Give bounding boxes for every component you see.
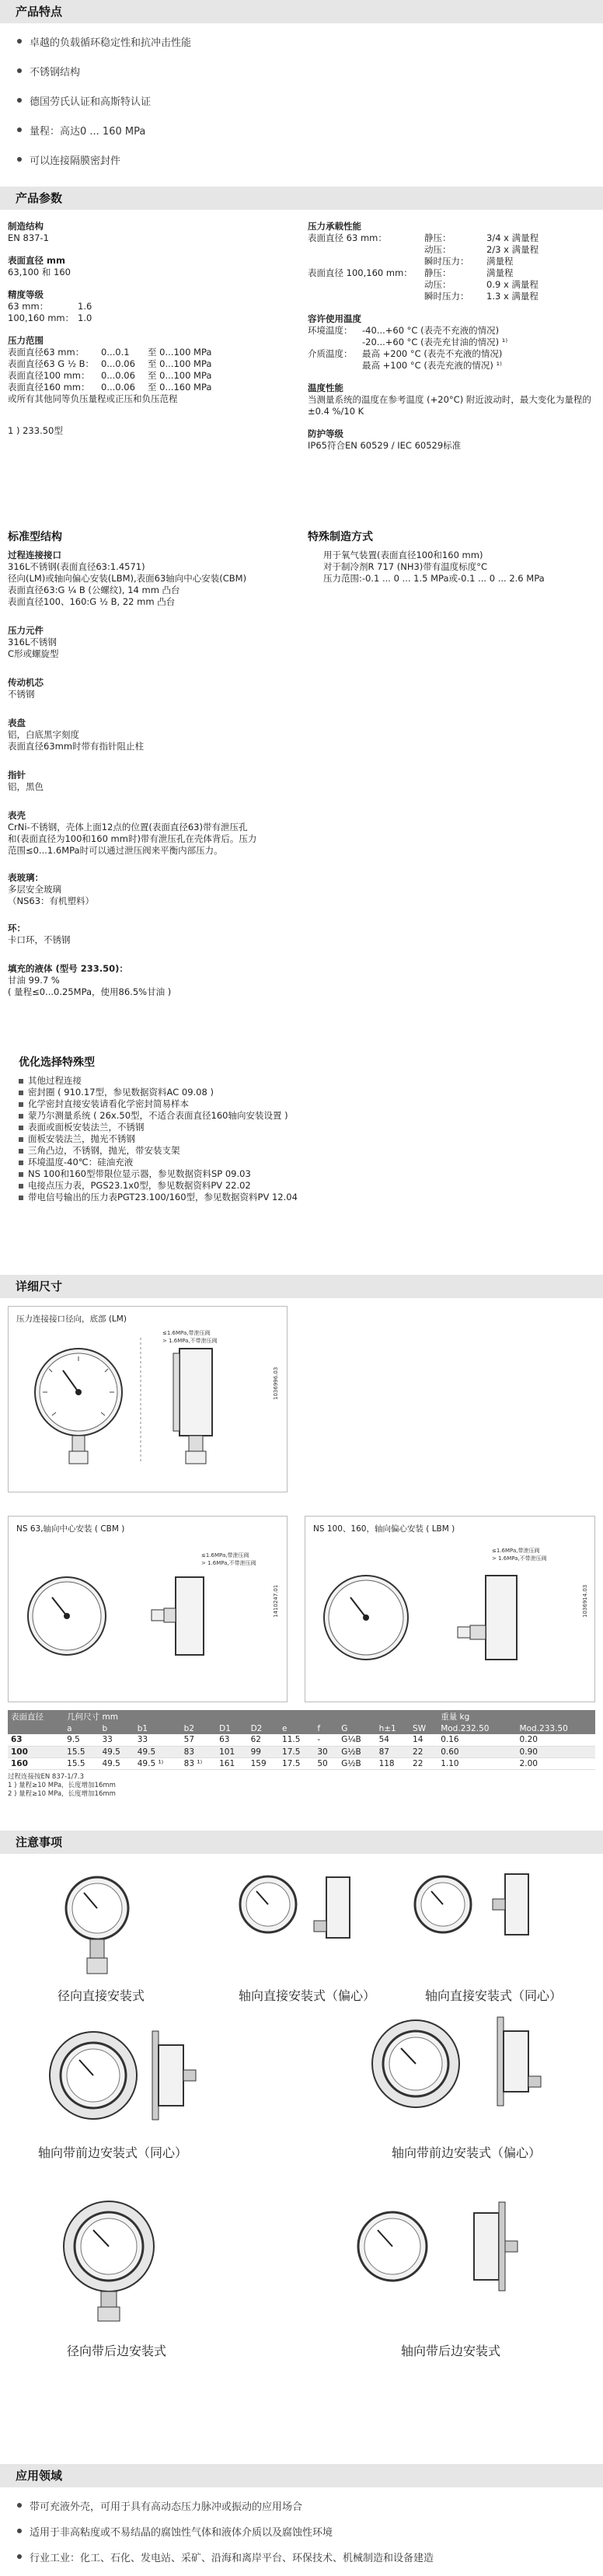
table-cell: 14	[410, 1734, 437, 1746]
note-a: ≤1.6MPa,带泄压阀	[492, 1548, 540, 1554]
features-section	[0, 0, 603, 187]
table-row	[8, 1746, 595, 1757]
table-header: D2	[248, 1723, 279, 1734]
temp-key	[308, 337, 362, 348]
table-cell: 15.5	[64, 1746, 99, 1757]
list-item: 蒙乃尔测量系统 ( 26x.50型，不适合表面直径160轴向安装设置 )	[19, 1110, 595, 1122]
table-header: b1	[134, 1723, 181, 1734]
axial-front-flange-eccentric-illustration	[372, 2017, 541, 2107]
block-line: （NS63：有机塑料）	[8, 895, 95, 906]
table-note: 1 ) 量程≥10 MPa，长度增加16mm	[8, 1781, 116, 1789]
range-from: 0...0.06	[101, 370, 135, 381]
block-line: 表面直径63:G ¼ B (公螺纹), 14 mm 凸台	[8, 585, 180, 595]
block-title: 环：	[8, 923, 26, 934]
block-line: 卡口环，不锈钢	[8, 934, 71, 945]
table-cell: G½B	[338, 1746, 375, 1757]
table-cell: 54	[376, 1734, 410, 1746]
temp-value: -20...+60 °C (表壳充甘油的情况) ¹⁾	[362, 337, 508, 347]
caption-axial-front-concentric: 轴向带前边安装式（同心）	[37, 2145, 187, 2160]
special-line: 对于制冷剂R 717 (NH3)带有温度标度°C	[323, 561, 488, 572]
table-row	[8, 1734, 595, 1746]
table-header: Mod.233.50	[517, 1723, 595, 1734]
load-key: 瞬时压力：	[424, 291, 469, 302]
special-line: 用于氧气装置(表面直径100和160 mm)	[323, 550, 483, 560]
list-item: 行业工业：化工、石化、发电站、采矿、沿海和离岸平台、环保技术、机械制造和设备建造	[17, 2550, 603, 2564]
params-title: 产品参数	[0, 187, 603, 210]
table-cell: G¼B	[338, 1734, 375, 1746]
load-100-label: 表面直径 100,160 mm：	[308, 267, 413, 278]
drawing-code: 1036996.03	[273, 1367, 279, 1400]
table-header: b2	[181, 1723, 216, 1734]
table-cell: 87	[376, 1746, 410, 1757]
caption-axial-rear: 轴向带后边安装式	[400, 2344, 500, 2358]
block-line: 多层安全玻璃	[8, 884, 61, 895]
mounting-illustrations	[0, 1862, 603, 2398]
caption-radial-direct: 径向直接安装式	[57, 1988, 145, 2003]
acc-key: 100,160 mm：	[8, 312, 75, 323]
structure-section	[0, 529, 603, 1009]
mounting-drawings	[0, 1862, 603, 2398]
list-item: 其他过程连接	[19, 1075, 595, 1087]
table-cell: 159	[248, 1757, 279, 1769]
table-header: 表面直径	[8, 1710, 64, 1723]
block-line: 表面直径63mm时带有指针阻止柱	[8, 741, 145, 752]
notes-title: 注意事项	[0, 1831, 603, 1854]
drawing-code: 1410247.01	[273, 1584, 279, 1618]
range-from: 0...0.06	[101, 382, 135, 393]
range-to: 至 0...100 MPa	[148, 358, 212, 369]
params-section	[0, 187, 603, 462]
block-line: 径向(LM)或轴向偏心安装(LBM),表面63轴向中心安装(CBM)	[8, 573, 247, 584]
figure-cbm	[8, 1516, 288, 1702]
table-header: h±1	[376, 1723, 410, 1734]
axial-rear-flange-illustration	[358, 2202, 518, 2291]
range-key: 表面直径63 mm：	[8, 347, 85, 358]
table-cell: 0.60	[437, 1746, 516, 1757]
temp-key	[308, 360, 362, 372]
range-to: 至 0...160 MPa	[148, 382, 212, 393]
range-key: 表面直径100 mm：	[8, 370, 90, 381]
list-item: 德国劳氏认证和高斯特认证	[17, 93, 603, 108]
range-key: 表面直径160 mm：	[8, 382, 90, 393]
special-line: 压力范围:-0.1 ... 0 ... 1.5 MPa或-0.1 ... 0 ... 2.6 MPa	[323, 573, 545, 584]
block-title: 过程连接接口	[8, 550, 61, 560]
table-cell: 9.5	[64, 1734, 99, 1746]
special-title: 特殊制造方式	[308, 531, 373, 543]
list-item: 密封圈 ( 910.17型，参见数据资料AC 09.08 )	[19, 1087, 595, 1098]
figure-caption: NS 100、160，轴向偏心安装 ( LBM )	[313, 1524, 455, 1534]
applications-title: 应用领域	[0, 2464, 603, 2487]
design-label: 制造结构	[8, 221, 44, 232]
block-title: 表盘	[8, 717, 26, 728]
list-item: 适用于非高粘度或不易结晶的腐蚀性气体和液体介质以及腐蚀性环境	[17, 2524, 603, 2539]
gauge-drawing-lm	[9, 1307, 287, 1492]
acc-value: 1.0	[78, 312, 92, 323]
load-key: 动压：	[424, 244, 451, 255]
table-cell: 33	[99, 1734, 134, 1746]
table-header: D1	[216, 1723, 247, 1734]
list-item: 环境温度-40℃：硅油充液	[19, 1157, 595, 1168]
range-from: 0...0.1	[101, 347, 130, 358]
load-value: 满量程	[486, 256, 514, 267]
design-value: EN 837-1	[8, 232, 49, 243]
axial-direct-concentric-illustration	[415, 1874, 528, 1935]
list-item: 三角凸边，不锈钢，抛光，带安装支架	[19, 1145, 595, 1157]
note-b: > 1.6MPa,不带泄压阀	[162, 1338, 218, 1344]
table-cell: G½B	[338, 1757, 375, 1769]
block-line: 表面直径100、160:G ½ B, 22 mm 凸台	[8, 596, 176, 607]
table-header: 几何尺寸 mm	[64, 1710, 437, 1723]
block-line: 和(表面直径为100和160 mm时)带有泄压孔在壳体背后。压力	[8, 833, 257, 844]
table-cell: 0.16	[437, 1734, 516, 1746]
load-key: 静压：	[424, 232, 451, 243]
drawing-code: 1036914.03	[582, 1584, 588, 1618]
range-key: 表面直径63 G ½ B：	[8, 358, 95, 369]
list-item: 带可充液外壳，可用于具有高动态压力脉冲或振动的应用场合	[17, 2498, 603, 2513]
dimension-table	[8, 1710, 595, 1770]
load-value: 2/3 x 满量程	[486, 244, 539, 255]
table-header: 重量 kg	[437, 1710, 595, 1723]
range-note: 或所有其他同等负压量程或正压和负压范程	[8, 393, 178, 404]
block-title: 压力元件	[8, 625, 44, 636]
note-a: ≤1.6MPa,带泄压阀	[201, 1552, 249, 1559]
acc-value: 1.6	[78, 301, 92, 312]
load-key: 瞬时压力：	[424, 256, 469, 267]
load-value: 0.9 x 满量程	[486, 279, 539, 290]
caption-axial-direct-eccentric: 轴向直接安装式（偏心）	[238, 1988, 375, 2003]
load-value: 3/4 x 满量程	[486, 232, 539, 243]
load-key: 静压：	[424, 267, 451, 278]
temp-value: -40...+60 °C (表壳不充液的情况)	[362, 325, 500, 336]
table-cell: 22	[410, 1746, 437, 1757]
block-title: 表玻璃：	[8, 872, 44, 883]
list-item: 卓越的负载循环稳定性和抗冲击性能	[17, 34, 603, 49]
load-value: 满量程	[486, 267, 514, 278]
range-label: 压力范围	[8, 335, 44, 346]
block-line: CrNi-不锈钢，壳体上面12点的位置(表面直径63)带有泄压孔	[8, 822, 248, 832]
size-value: 63,100 和 160	[8, 267, 71, 277]
table-cell: 0.20	[517, 1734, 595, 1746]
load-label: 压力承载性能	[308, 221, 361, 232]
table-cell: 57	[181, 1734, 216, 1746]
table-header: a	[64, 1723, 99, 1734]
table-cell: -	[314, 1734, 338, 1746]
temp-key: 环境温度：	[308, 325, 353, 336]
list-item: 化学密封直接安装请看化学密封简易样本	[19, 1098, 595, 1110]
table-cell: 99	[248, 1746, 279, 1757]
temp-value: 最高 +200 °C (表壳不充液的情况)	[362, 348, 503, 359]
list-item: 带电信号输出的压力表PGT23.100/160型，参见数据资料PV 12.04	[19, 1192, 595, 1203]
figure-caption: 压力连接接口径向，底部 (LM)	[16, 1314, 127, 1324]
range-to: 至 0...100 MPa	[148, 370, 212, 381]
block-title: 指针	[8, 770, 26, 780]
table-cell: 63	[8, 1734, 64, 1746]
temp-label: 容许使用温度	[308, 313, 361, 324]
table-cell: 160	[8, 1757, 64, 1769]
gauge-drawing-cbm	[9, 1517, 287, 1702]
block-title: 表壳	[8, 810, 26, 821]
size-label: 表面直径 mm	[8, 255, 65, 266]
table-cell: 1.10	[437, 1757, 516, 1769]
accuracy-label: 精度等级	[8, 289, 44, 300]
table-cell: 63	[216, 1734, 247, 1746]
figure-caption: NS 63,轴向中心安装 ( CBM )	[16, 1524, 125, 1534]
table-cell: 11.5	[279, 1734, 314, 1746]
table-cell: 161	[216, 1757, 247, 1769]
block-title: 传动机芯	[8, 677, 44, 688]
table-cell: 50	[314, 1757, 338, 1769]
acc-key: 63 mm：	[8, 301, 49, 312]
radial-rear-flange-illustration	[64, 2201, 154, 2321]
block-line: 甘油 99.7 %	[8, 975, 60, 986]
temp-key: 介质温度：	[308, 348, 353, 359]
temp-effect-label: 温度性能	[308, 382, 343, 393]
table-cell: 100	[8, 1746, 64, 1757]
ingress-label: 防护等级	[308, 428, 343, 439]
table-cell: 49.5	[99, 1757, 134, 1769]
table-row	[8, 1757, 595, 1769]
caption-radial-rear: 径向带后边安装式	[66, 2344, 166, 2358]
table-cell: 83 ¹⁾	[181, 1757, 216, 1769]
gauge-drawing-lbm	[305, 1517, 594, 1702]
block-title: 填充的液体 (型号 233.50)：	[8, 963, 128, 974]
block-line: ( 量程≤0...0.25MPa，使用86.5%甘油 )	[8, 986, 172, 997]
figure-lm	[8, 1306, 288, 1492]
block-line: 范围≤0...1.6MPa时可以通过泄压阀来平衡内部压力。	[8, 845, 223, 856]
range-to: 至 0...100 MPa	[148, 347, 212, 358]
table-cell: 49.5	[134, 1746, 181, 1757]
block-line: 316L不锈钢	[8, 637, 57, 647]
block-line: 316L不锈钢(表面直径63:1.4571)	[8, 561, 145, 572]
figure-lbm	[305, 1516, 595, 1702]
radial-direct-illustration	[66, 1877, 128, 1974]
block-line: 铝，白底黑字刻度	[8, 729, 79, 740]
standard-title: 标准型结构	[8, 531, 62, 543]
table-cell: 15.5	[64, 1757, 99, 1769]
table-cell: 33	[134, 1734, 181, 1746]
axial-direct-eccentric-illustration	[240, 1876, 350, 1938]
load-63-label: 表面直径 63 mm：	[308, 232, 387, 243]
block-line: 铝，黑色	[8, 781, 44, 792]
table-header: f	[314, 1723, 338, 1734]
list-item: 不锈钢结构	[17, 64, 603, 79]
list-item: 表面或面板安装法兰，不锈钢	[19, 1122, 595, 1133]
features-list	[0, 23, 603, 187]
footnote: 1 ) 233.50型	[8, 425, 63, 436]
table-header: G	[338, 1723, 375, 1734]
table-cell: 49.5	[99, 1746, 134, 1757]
features-title: 产品特点	[0, 0, 603, 23]
table-cell: 2.00	[517, 1757, 595, 1769]
note-b: > 1.6MPa,不带泄压阀	[492, 1555, 547, 1562]
table-cell: 49.5 ¹⁾	[134, 1757, 181, 1769]
temp-effect-text: 当测量系统的温度在参考温度 (+20°C) 附近波动时，最大变化为量程的±0.4 %/10 K	[308, 394, 591, 417]
load-value: 1.3 x 满量程	[486, 291, 539, 302]
table-cell: 17.5	[279, 1746, 314, 1757]
list-item: NS 100和160型带限位显示器，参见数据资料SP 09.03	[19, 1168, 595, 1180]
range-from: 0...0.06	[101, 358, 135, 369]
table-note: 过程连接按EN 837-1/7.3	[8, 1772, 85, 1781]
table-header: b	[99, 1723, 134, 1734]
table-cell: 101	[216, 1746, 247, 1757]
load-key: 动压：	[424, 279, 451, 290]
caption-axial-front-eccentric: 轴向带前边安装式（偏心）	[391, 2145, 541, 2160]
note-b: > 1.6MPa,不带泄压阀	[201, 1560, 256, 1566]
list-item: 电接点压力表，PGS23.1x0型，参见数据资料PV 22.02	[19, 1180, 595, 1192]
list-item: 量程：高达0 ... 160 MPa	[17, 123, 603, 138]
table-header: Mod.232.50	[437, 1723, 516, 1734]
table-note: 2 ) 量程≥10 MPa，长度增加16mm	[8, 1789, 116, 1798]
axial-front-flange-concentric-illustration	[50, 2031, 196, 2120]
table-header: e	[279, 1723, 314, 1734]
note-a: ≤1.6MPa,带泄压阀	[162, 1330, 211, 1336]
options-title: 优化选择特殊型	[19, 1056, 95, 1069]
table-cell: 62	[248, 1734, 279, 1746]
list-item: 面板安装法兰，抛光不锈钢	[19, 1133, 595, 1145]
table-cell: 118	[376, 1757, 410, 1769]
list-item: 可以连接隔膜密封件	[17, 152, 603, 167]
table-cell: 0.90	[517, 1746, 595, 1757]
options-section	[0, 1057, 603, 1203]
temp-value: 最高 +100 °C (表壳充液的情况) ¹⁾	[362, 360, 502, 371]
dimension-table-wrap	[0, 1710, 603, 1799]
table-cell: 83	[181, 1746, 216, 1757]
block-line: C形或螺旋型	[8, 648, 59, 659]
table-cell: 22	[410, 1757, 437, 1769]
block-line: 不锈钢	[8, 689, 35, 700]
table-cell: 30	[314, 1746, 338, 1757]
caption-axial-direct-concentric: 轴向直接安装式（同心）	[424, 1988, 562, 2003]
ingress-value: IP65符合EN 60529 / IEC 60529标准	[308, 440, 462, 451]
table-header	[8, 1723, 64, 1734]
table-header: SW	[410, 1723, 437, 1734]
table-cell: 17.5	[279, 1757, 314, 1769]
dimensions-title: 详细尺寸	[0, 1275, 603, 1298]
applications-section	[0, 2464, 603, 2575]
